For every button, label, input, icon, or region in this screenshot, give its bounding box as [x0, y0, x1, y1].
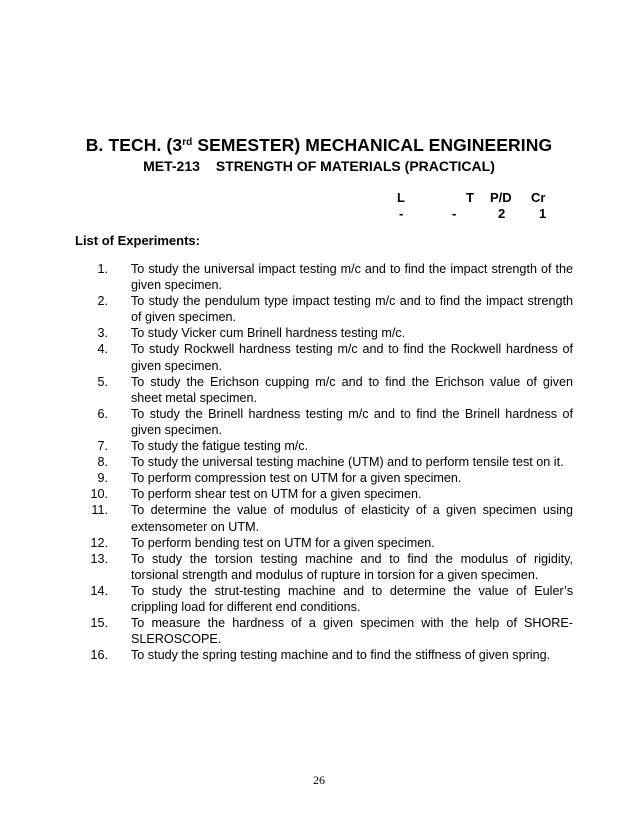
list-item [0, 325, 638, 341]
title-superscript: rd [182, 137, 193, 148]
list-item [0, 583, 638, 615]
experiment-text: To perform shear test on UTM for a given specimen. [131, 487, 422, 502]
list-heading: List of Experiments: [75, 233, 200, 248]
experiment-number: 4. [97, 342, 108, 357]
experiment-number: 9. [97, 471, 108, 486]
experiment-text: To perform bending test on UTM for a given specimen. [131, 535, 435, 550]
experiment-number: 12. [90, 535, 108, 550]
experiment-text: To study the torsion testing machine and to find the modulus of rigidity, torsional strength and modulus of rupture in torsion for a given specimen. [131, 551, 573, 582]
list-item [0, 406, 638, 438]
list-item [0, 374, 638, 406]
experiment-text: To study the Brinell hardness testing m/c and to find the Brinell hardness of given specimen. [131, 406, 573, 437]
course-code: MET-213 [143, 158, 200, 174]
experiment-text: To determine the value of modulus of elasticity of a given specimen using extensometer on UTM. [131, 503, 573, 534]
experiment-text: To study the pendulum type impact testing m/c and to find the impact strength of given specimen. [131, 294, 573, 325]
experiment-number: 3. [97, 326, 108, 341]
experiment-number: 11. [91, 503, 108, 518]
experiment-text: To study the universal testing machine (UTM) and to perform tensile test on it. [131, 455, 564, 470]
list-item [0, 438, 638, 454]
experiment-number: 10. [90, 487, 108, 502]
experiment-number: 2. [97, 294, 108, 309]
list-item [0, 535, 638, 551]
list-item [0, 293, 638, 325]
experiment-number: 8. [97, 455, 108, 470]
list-item [0, 615, 638, 647]
course-name: STRENGTH OF MATERIALS (PRACTICAL) [215, 158, 495, 174]
document-title [0, 135, 638, 156]
credit-label-pd: P/D [490, 190, 512, 205]
credit-value-t: - [452, 206, 457, 221]
experiment-text: To measure the hardness of a given specimen with the help of SHORE-SLEROSCOPE. [131, 616, 573, 647]
experiment-text: To study the spring testing machine and to find the stiffness of given spring. [131, 648, 551, 663]
experiment-number: 7. [97, 439, 108, 454]
credit-label-cr: Cr [531, 190, 546, 205]
experiment-text: To study the strut-testing machine and to determine the value of Euler’s crippling load for different end conditions. [131, 583, 573, 614]
title-prefix: B. TECH. (3 [85, 135, 183, 155]
list-item [0, 470, 638, 486]
experiment-number: 1. [97, 262, 108, 276]
list-item [0, 486, 638, 502]
experiment-text: To perform compression test on UTM for a given specimen. [131, 471, 462, 486]
experiment-number: 13. [90, 551, 108, 566]
credit-value-l: - [399, 206, 404, 221]
credit-value-pd: 2 [498, 206, 506, 221]
list-item [0, 502, 638, 534]
page-number: 26 [313, 773, 325, 787]
credit-value-cr: 1 [539, 206, 547, 221]
experiment-text: To study the universal impact testing m/c and to find the impact strength of the given specimen. [131, 262, 573, 293]
experiment-number: 6. [97, 406, 108, 421]
credit-label-l: L [397, 190, 405, 205]
experiment-text: To study the fatigue testing m/c. [131, 439, 309, 454]
title-suffix: SEMESTER) MECHANICAL ENGINEERING [192, 135, 553, 155]
experiment-number: 5. [97, 374, 108, 389]
experiment-list [0, 261, 638, 663]
list-item [0, 341, 638, 373]
list-item [0, 647, 638, 663]
credit-label-t: T [466, 190, 474, 205]
experiment-text: To study the Erichson cupping m/c and to find the Erichson value of given sheet metal specimen. [131, 374, 573, 405]
experiment-number: 16. [90, 648, 108, 663]
experiment-text: To study Vicker cum Brinell hardness testing m/c. [131, 326, 406, 341]
experiment-text: To study Rockwell hardness testing m/c and to find the Rockwell hardness of given specimen. [131, 342, 573, 373]
course-subtitle [0, 158, 638, 174]
list-item [0, 551, 638, 583]
list-item [0, 454, 638, 470]
experiment-number: 15. [90, 616, 108, 631]
list-item [0, 261, 638, 293]
experiment-number: 14. [90, 583, 108, 598]
